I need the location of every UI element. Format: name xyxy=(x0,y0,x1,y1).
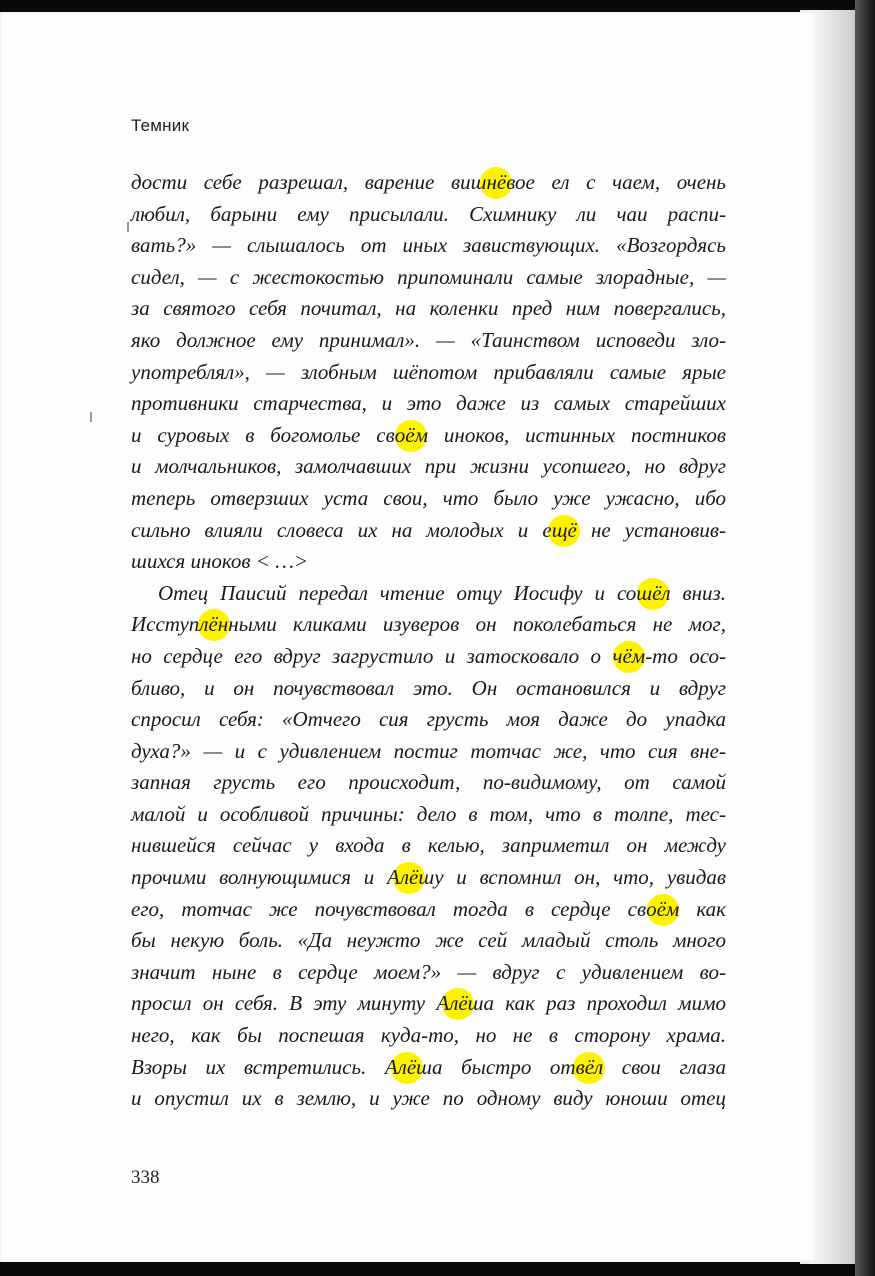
yo-highlight-mark: лён xyxy=(199,612,229,637)
book-spine-shadow xyxy=(855,0,875,1276)
text-line xyxy=(131,483,726,515)
text-segment: прочими волнующимися и А xyxy=(131,865,400,890)
text-segment: его, тотчас же почувствовал тогда в сердце св xyxy=(131,896,647,921)
text-line xyxy=(131,262,726,294)
text-line xyxy=(131,1052,726,1084)
yo-highlight-mark: шёл xyxy=(636,580,671,605)
yo-highlight-mark: лё xyxy=(449,991,468,1016)
text-segment: свои глаза xyxy=(603,1054,726,1079)
text-line xyxy=(131,988,726,1020)
text-segment: нившейся сейчас у входа в келью, заприметил он между xyxy=(131,833,726,858)
text-line xyxy=(131,357,726,389)
text-segment: ными кликами изуверов он поколебаться не мог, xyxy=(228,612,726,637)
text-line xyxy=(131,1020,726,1052)
text-segment: за святого себя почитал, на коленки пред ним повергались, xyxy=(131,296,726,321)
text-segment: теперь отверзших уста свои, что было уже ужасно, ибо xyxy=(131,485,726,510)
text-segment: иноков, истинных постников xyxy=(427,422,726,447)
book-page xyxy=(0,12,815,1262)
text-line xyxy=(131,420,726,452)
text-line xyxy=(131,451,726,483)
text-segment: употреблял», — злобным шёпотом прибавляли самые ярые xyxy=(131,359,726,384)
text-line xyxy=(131,957,726,989)
yo-highlight-mark: оём xyxy=(394,422,428,447)
text-line xyxy=(131,1083,726,1115)
text-segment: него, как бы поспешая куда-то, но не в сторону храма. xyxy=(131,1023,726,1048)
text-segment: как xyxy=(679,896,726,921)
text-line xyxy=(131,293,726,325)
yo-highlight-mark: щё xyxy=(551,517,577,542)
text-line xyxy=(131,799,726,831)
text-segment: ша быстро от xyxy=(416,1054,576,1079)
text-segment: малой и особливой причины: дело в том, что в толпе, тес- xyxy=(131,801,726,826)
text-line xyxy=(131,862,726,894)
yo-highlight-mark: лё xyxy=(397,1054,417,1079)
text-line xyxy=(131,704,726,736)
text-segment: и молчальников, замолчавших при жизни усопшего, но вдруг xyxy=(131,454,726,479)
page-content xyxy=(0,12,815,1262)
text-segment: противники старчества, и это даже из самых старейших xyxy=(131,391,726,416)
text-line xyxy=(131,894,726,926)
text-line xyxy=(131,641,726,673)
yo-highlight-mark: чём xyxy=(612,643,646,668)
text-line xyxy=(131,578,726,610)
text-line xyxy=(131,736,726,768)
text-segment: запная грусть его происходит, по-видимому, от самой xyxy=(131,770,726,795)
text-line xyxy=(131,515,726,547)
text-segment: -то осо- xyxy=(645,643,727,668)
yo-highlight-mark: лё xyxy=(399,865,419,890)
text-segment: просил он себя. В эту минуту А xyxy=(131,991,450,1016)
text-segment: шихся иноков < …> xyxy=(131,549,309,574)
text-segment: и суровых в богомолье св xyxy=(131,422,395,447)
yo-highlight-mark: оём xyxy=(646,896,680,921)
text-segment: сильно влияли словеса их на молодых и е xyxy=(131,517,552,542)
text-line xyxy=(131,609,726,641)
text-line xyxy=(131,546,726,578)
text-segment: духа?» — и с удивлением постиг тотчас же, что сия вне- xyxy=(131,738,726,763)
text-segment: значит ныне в сердце моем?» — вдруг с удивлением во- xyxy=(131,959,726,984)
text-segment: сидел, — с жестокостью припоминали самые злорадные, — xyxy=(131,264,726,289)
text-line xyxy=(131,230,726,262)
text-segment: шу и вспомнил он, что, увидав xyxy=(418,865,726,890)
text-segment: Отец Паисий передал чтение отцу Иосифу и со xyxy=(158,580,637,605)
text-segment: Исступ xyxy=(131,612,200,637)
text-segment: яко должное ему принимал». — «Таинством исповеди зло- xyxy=(131,327,726,352)
text-line xyxy=(131,388,726,420)
text-segment: не установив- xyxy=(576,517,726,542)
text-segment: вое ел с чаем, очень xyxy=(506,170,726,194)
page-number: 338 xyxy=(131,1167,160,1188)
text-segment: любил, барыни ему присылали. Схимнику ли чаи распи- xyxy=(131,201,726,226)
text-line xyxy=(131,199,726,231)
yo-highlight-mark: вёл xyxy=(575,1054,604,1079)
scan-speck xyxy=(127,222,129,232)
text-segment: дости себе разрешал, варение виш xyxy=(131,170,487,194)
text-segment: бливо, и он почувствовал это. Он остановился и вдруг xyxy=(131,675,726,700)
text-segment: бы некую боль. «Да неужто же сей младый столь много xyxy=(131,928,726,953)
scan-speck xyxy=(90,412,92,422)
text-line xyxy=(131,830,726,862)
text-line xyxy=(131,767,726,799)
text-segment: но сердце его вдруг загрустило и затосковало о xyxy=(131,643,613,668)
yo-highlight-mark: нё xyxy=(486,170,507,194)
text-segment: вниз. xyxy=(670,580,726,605)
text-line xyxy=(131,325,726,357)
text-line xyxy=(131,925,726,957)
text-line xyxy=(131,673,726,705)
text-segment: Взоры их встретились. А xyxy=(131,1054,398,1079)
text-segment: ша как раз проходил мимо xyxy=(467,991,726,1016)
text-segment: и опустил их в землю, и уже по одному виду юноши отец xyxy=(131,1086,726,1111)
running-head: Темник xyxy=(131,116,190,135)
text-segment: вать?» — слышалось от иных завиствующих. «Возгордясь xyxy=(131,233,726,258)
body-text xyxy=(131,167,726,1115)
text-line xyxy=(131,167,726,199)
text-segment: спросил себя: «Отчего сия грусть моя даже до упадка xyxy=(131,707,726,732)
